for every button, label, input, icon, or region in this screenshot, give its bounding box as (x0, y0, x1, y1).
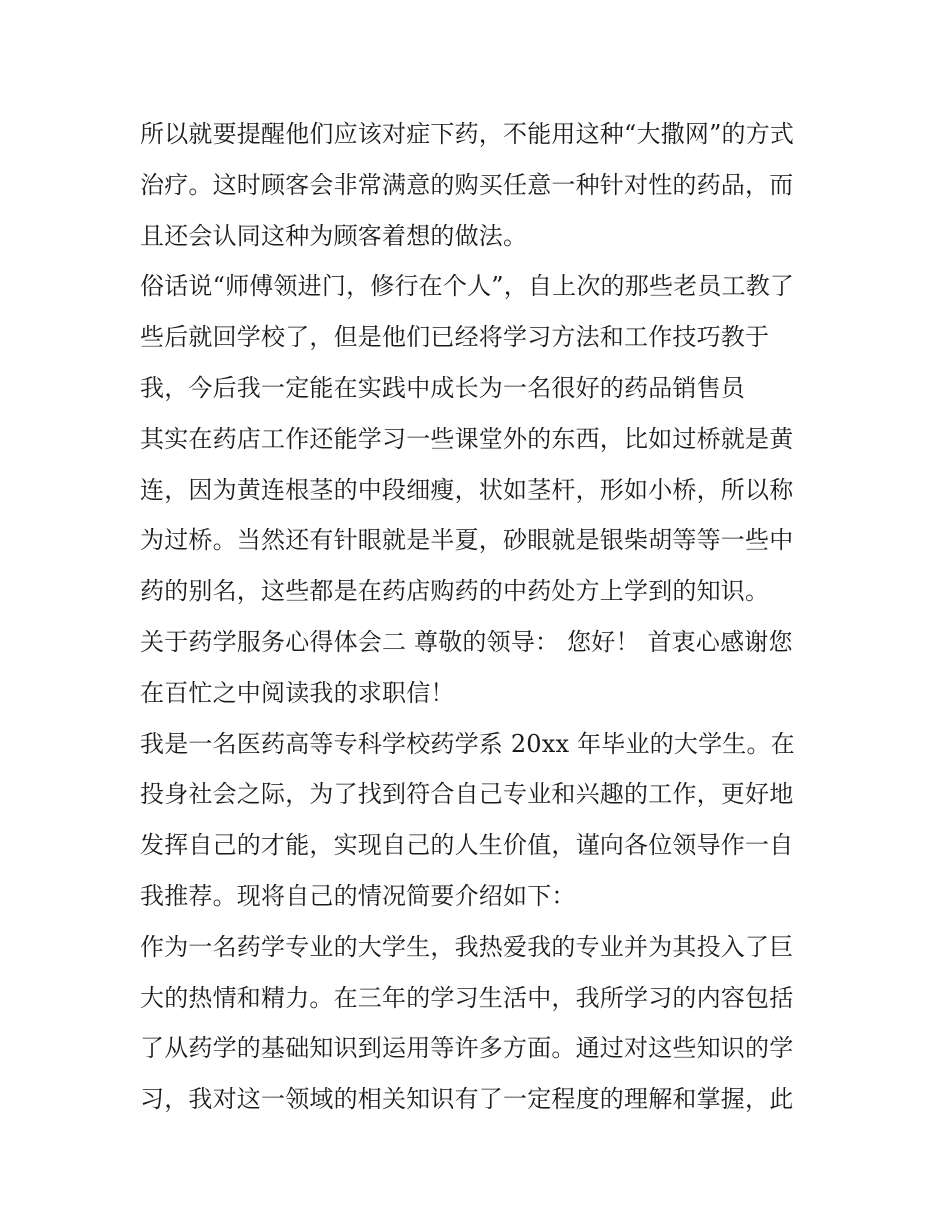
text-line: 我是一名医药高等专科学校药学系 20xx 年毕业的大学生。在 (140, 729, 795, 758)
paragraph-herbal-names (140, 414, 820, 617)
text-line: 所以就要提醒他们应该对症下药，不能用这种“大撒网”的方式 (140, 120, 795, 148)
text-line: 治疗。这时顾客会非常满意的购买任意一种针对性的药品，而 (140, 170, 794, 199)
paragraph-prescribe-advice (140, 109, 820, 261)
text-line: 俗话说“师傅领进门，修行在个人”，自上次的那些老员工教了 (140, 272, 795, 301)
text-line: 关于药学服务心得体会二 尊敬的领导： 您好！ 首衷心感谢您 (140, 627, 793, 656)
text-line: 我推荐。现将自己的情况简要介绍如下： (140, 881, 576, 910)
text-line: 且还会认同这种为顾客着想的做法。 (140, 221, 528, 250)
text-line: 大的热情和精力。在三年的学习生活中，我所学习的内容包括 (140, 983, 794, 1012)
paragraph-study-experience (140, 922, 820, 1125)
text-line: 作为一名药学专业的大学生，我热爱我的专业并为其投入了巨 (140, 932, 794, 961)
document-body (140, 109, 820, 1125)
text-line: 连，因为黄连根茎的中段细瘦，状如茎杆，形如小桥，所以称 (140, 475, 794, 504)
paragraph-letter-greeting (140, 617, 820, 719)
text-line: 发挥自己的才能，实现自己的人生价值，谨向各位领导作一自 (140, 831, 794, 860)
text-line: 药的别名，这些都是在药店购药的中药处方上学到的知识。 (140, 577, 770, 606)
text-line: 投身社会之际，为了找到符合自己专业和兴趣的工作，更好地 (140, 780, 794, 809)
text-line: 我，今后我一定能在实践中成长为一名很好的药品销售员 (140, 373, 745, 402)
text-line: 在百忙之中阅读我的求职信！ (140, 678, 455, 707)
text-line: 些后就回学校了，但是他们已经将学习方法和工作技巧教于 (140, 323, 770, 352)
text-line: 了从药学的基础知识到运用等许多方面。通过对这些知识的学 (140, 1034, 794, 1063)
text-line: 为过桥。当然还有针眼就是半夏，砂眼就是银柴胡等等一些中 (140, 526, 794, 555)
text-line: 其实在药店工作还能学习一些课堂外的东西，比如过桥就是黄 (140, 424, 794, 453)
text-line: 习，我对这一领域的相关知识有了一定程度的理解和掌握，此 (140, 1085, 794, 1114)
paragraph-mentor-saying (140, 261, 820, 413)
paragraph-self-introduction (140, 719, 820, 922)
